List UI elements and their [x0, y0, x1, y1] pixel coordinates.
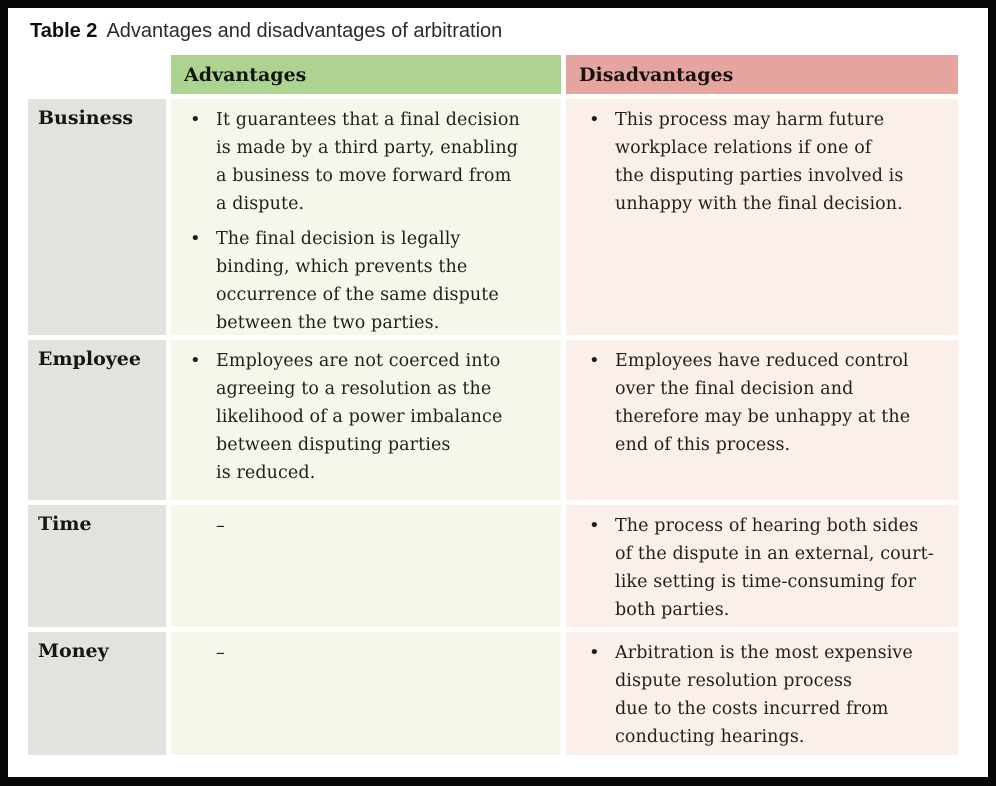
business-advantages-cell — [171, 99, 561, 335]
row-label-money: Money — [28, 632, 166, 755]
bullet-list — [190, 347, 557, 487]
row-label-time: Time — [28, 505, 166, 627]
row-label-business: Business — [28, 99, 166, 335]
corner-cell — [28, 55, 166, 94]
bullet-text: Employees are not coerced into agreeing to a resolution as the likelihood of a power imbalance between disputing parties is reduced. — [216, 351, 503, 483]
bullet-list — [589, 639, 954, 751]
bullet-icon: • — [589, 109, 600, 130]
bullet-icon: • — [589, 515, 600, 536]
business-disadvantages-cell — [566, 99, 958, 335]
bullet-text: The process of hearing both sides of the dispute in an external, court- like setting is time-consuming for both parties. — [615, 516, 934, 620]
money-disadvantages-cell — [566, 632, 958, 755]
bullet-item — [589, 639, 954, 751]
table-number: Table 2 — [30, 20, 98, 42]
empty-dash: – — [216, 516, 225, 536]
bullet-icon: • — [190, 228, 201, 249]
bullet-list — [190, 106, 557, 335]
bullet-text: It guarantees that a final decision is made by a third party, enabling a business to move forward from a dispute. — [216, 110, 520, 214]
bullet-list — [589, 512, 954, 624]
bullet-item — [190, 225, 557, 335]
bullet-item — [589, 512, 954, 624]
bullet-text: The final decision is legally binding, which prevents the occurrence of the same dispute between the two parties. — [216, 229, 499, 333]
empty-dash: – — [216, 643, 225, 663]
bullet-icon: • — [190, 109, 201, 130]
time-disadvantages-cell — [566, 505, 958, 627]
bullet-item — [190, 347, 557, 487]
bullet-item — [589, 106, 954, 218]
row-label-employee: Employee — [28, 340, 166, 500]
bullet-text: Arbitration is the most expensive dispute resolution process due to the costs incurred from conducting hearings. — [615, 643, 913, 747]
bullet-icon: • — [589, 642, 600, 663]
time-advantages-cell — [171, 505, 561, 627]
bullet-icon: • — [589, 350, 600, 371]
employee-advantages-cell — [171, 340, 561, 500]
advantages-column-header: Advantages — [171, 55, 561, 94]
bullet-item — [190, 106, 557, 218]
disadvantages-column-header: Disadvantages — [566, 55, 958, 94]
table-title-text: Advantages and disadvantages of arbitration — [106, 20, 503, 42]
employee-disadvantages-cell — [566, 340, 958, 500]
money-advantages-cell — [171, 632, 561, 755]
bullet-icon: • — [190, 350, 201, 371]
bullet-text: Employees have reduced control over the final decision and therefore may be unhappy at the end of this process. — [615, 351, 911, 455]
arbitration-table — [28, 55, 958, 755]
bullet-list — [589, 106, 954, 218]
bullet-list — [589, 347, 954, 459]
table-caption — [30, 18, 502, 44]
bullet-item — [589, 347, 954, 459]
bullet-text: This process may harm future workplace relations if one of the disputing parties involved is unhappy with the final decision. — [615, 110, 904, 214]
